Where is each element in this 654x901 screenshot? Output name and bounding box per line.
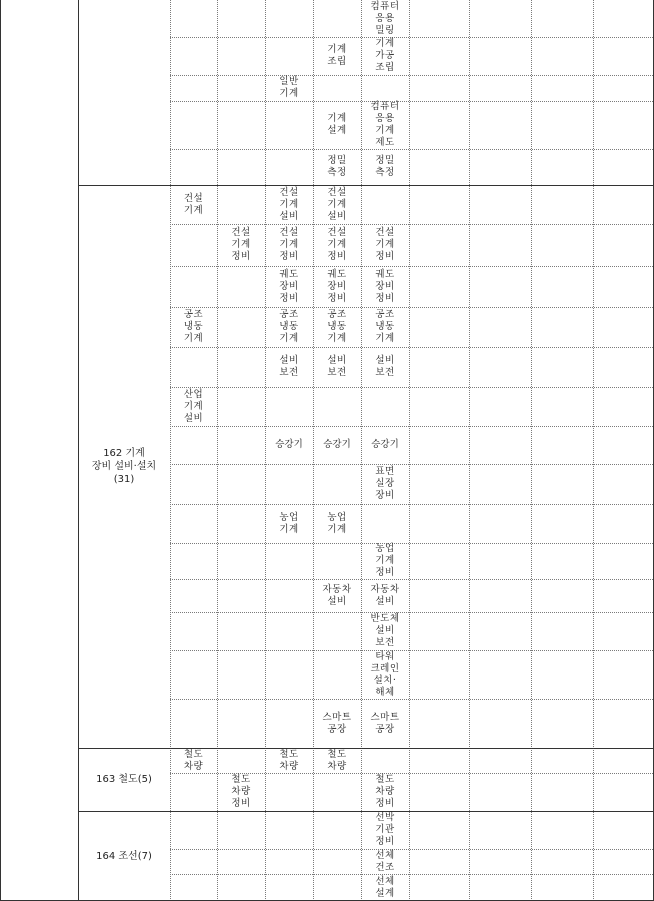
cell-text: 철도 차량: [327, 748, 347, 772]
table-cell: [313, 266, 361, 307]
table-cell: [217, 224, 265, 266]
cell-text: 일반 기계: [279, 76, 299, 99]
table-cell: [313, 699, 361, 748]
cell-text: 철도 차량 정비: [231, 774, 251, 809]
table-cell: [265, 504, 313, 543]
table-cell: [265, 75, 313, 101]
table-cell: [361, 543, 409, 579]
cell-text: 농업 기계: [279, 511, 299, 535]
table-cell: [265, 307, 313, 347]
table-cell: [361, 811, 409, 849]
cell-text: 철도 차량: [279, 748, 299, 772]
cell-text: 승강기: [371, 439, 399, 450]
cell-text: 궤도 장비 정비: [327, 268, 347, 304]
group-label: 163 철도(5): [96, 774, 152, 785]
cell-text: 컴퓨터 응용 밀링: [370, 0, 400, 36]
table-cell: [361, 347, 409, 387]
table-cell: [170, 185, 217, 224]
cell-text: 자동차 설비: [322, 583, 352, 607]
table-cell: [265, 185, 313, 224]
cell-text: 건설 기계 정비: [279, 227, 299, 262]
cell-text: 표면 실장 장비: [375, 466, 395, 501]
cell-text: 승강기: [323, 439, 351, 450]
table-cell: [361, 699, 409, 748]
table-cell: [361, 307, 409, 347]
table-cell: [265, 426, 313, 464]
cell-text: 건설 기계: [183, 192, 204, 216]
table-cell: [170, 387, 217, 426]
table-cell: [361, 0, 409, 37]
table-cell: [361, 149, 409, 185]
cell-text: 농업 기계: [327, 511, 347, 535]
cell-text: 기계 설계: [327, 113, 347, 136]
cell-text: 공조 냉동 기계: [327, 309, 347, 344]
cell-text: 산업 기계 설비: [183, 388, 204, 424]
cell-text: 설비 보전: [279, 355, 299, 378]
cell-text: 선체 설계: [375, 875, 395, 899]
table-cell: [170, 748, 217, 773]
cell-text: 정밀 측정: [327, 155, 347, 178]
cell-text: 스마트 공장: [322, 711, 352, 735]
table-cell: [313, 579, 361, 612]
cell-text: 기계 조립: [327, 44, 347, 67]
group-label: 162 기계 장비 설비·설치 (31): [91, 448, 157, 485]
table-cell: [361, 224, 409, 266]
cell-text: 설비 보전: [375, 355, 395, 378]
cell-text: 건설 기계 정비: [327, 227, 347, 262]
table-cell: [313, 185, 361, 224]
cell-text: 공조 냉동 기계: [279, 309, 299, 344]
table-cell: [361, 426, 409, 464]
table-cell: [217, 773, 265, 811]
cell-text: 기계 가공 조립: [375, 38, 395, 73]
cell-text: 승강기: [275, 439, 303, 450]
table-cell: [265, 748, 313, 773]
cell-text: 선체 건조: [375, 849, 395, 873]
table-cell: [313, 426, 361, 464]
table-cell: [265, 224, 313, 266]
cell-text: 설비 보전: [327, 355, 347, 378]
table-cell: [361, 650, 409, 699]
table-cell: [361, 101, 409, 149]
table-cell: [313, 748, 361, 773]
group-label-cell: [78, 811, 170, 901]
table-cell: [313, 307, 361, 347]
group-label-cell: [78, 748, 170, 811]
table-cell: [313, 347, 361, 387]
cell-text: 궤도 장비 정비: [375, 268, 395, 304]
cell-text: 정밀 측정: [375, 155, 395, 178]
table-cell: [170, 307, 217, 347]
cell-text: 건설 기계 설비: [327, 186, 347, 222]
table-cell: [361, 773, 409, 811]
cell-text: 건설 기계 설비: [279, 186, 299, 222]
cell-text: 스마트 공장: [370, 711, 400, 735]
cell-text: 궤도 장비 정비: [279, 268, 299, 304]
table-cell: [361, 612, 409, 650]
table-cell: [313, 149, 361, 185]
table-cell: [313, 37, 361, 75]
table-cell: [361, 464, 409, 504]
table-cell: [313, 504, 361, 543]
cell-text: 철도 차량: [183, 748, 204, 772]
group-label: 164 조선(7): [96, 850, 152, 862]
cell-text: 자동차 설비: [370, 583, 400, 607]
cell-text: 선박 기관 정비: [375, 812, 395, 847]
table-cell: [361, 579, 409, 612]
cell-text: 건설 기계 정비: [231, 227, 251, 262]
table-cell: [265, 266, 313, 307]
table-cell: [361, 266, 409, 307]
table-cell: [361, 874, 409, 901]
cell-text: 농업 기계 정비: [375, 543, 395, 578]
cell-text: 철도 차량 정비: [375, 774, 395, 809]
group-label-cell: [78, 185, 170, 748]
table-cell: [313, 224, 361, 266]
cell-text: 반도체 설비 보전: [370, 613, 400, 648]
cell-text: 공조 냉동 기계: [183, 309, 204, 344]
cell-text: 공조 냉동 기계: [375, 309, 395, 344]
table-cell: [361, 849, 409, 874]
cell-text: 컴퓨터 응용 기계 제도: [370, 101, 400, 148]
table-cell: [361, 37, 409, 75]
table-cell: [265, 347, 313, 387]
cell-text: 건설 기계 정비: [375, 227, 395, 262]
table-cell: [313, 101, 361, 149]
cell-text: 타워 크레인 설치· 해체: [370, 650, 400, 698]
